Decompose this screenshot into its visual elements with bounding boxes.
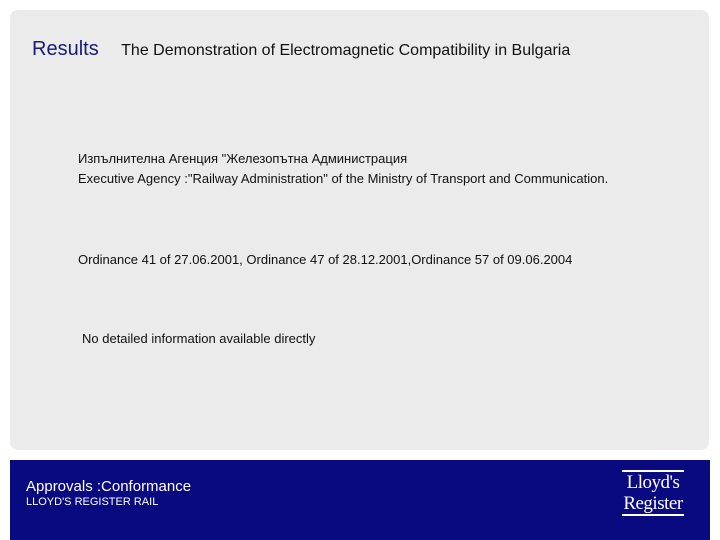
slide-title: The Demonstration of Electromagnetic Compatibility in Bulgaria bbox=[121, 42, 571, 59]
logo-bottom-rule bbox=[622, 514, 684, 516]
availability-note: No detailed information available directly bbox=[82, 331, 316, 346]
lloyds-register-logo bbox=[618, 470, 688, 530]
agency-name-english: Executive Agency :"Railway Administration" of the Ministry of Transport and Communication. bbox=[78, 171, 609, 186]
slide-heading bbox=[32, 38, 570, 61]
footer-bar bbox=[10, 460, 710, 540]
footer-title: Approvals :Conformance bbox=[26, 478, 192, 495]
agency-name-bulgarian: Изпълнителна Агенция "Железопътна Администрация bbox=[78, 151, 408, 166]
ordinance-list: Ordinance 41 of 27.06.2001, Ordinance 47 of 28.12.2001,Ordinance 57 of 09.06.2004 bbox=[78, 252, 573, 267]
logo-word-register: Register bbox=[623, 493, 683, 514]
section-label: Results bbox=[32, 38, 99, 60]
content-panel bbox=[10, 10, 709, 450]
logo-word-lloyds: Lloyd's bbox=[626, 472, 680, 493]
footer-subtitle: LLOYD'S REGISTER RAIL bbox=[26, 496, 159, 508]
